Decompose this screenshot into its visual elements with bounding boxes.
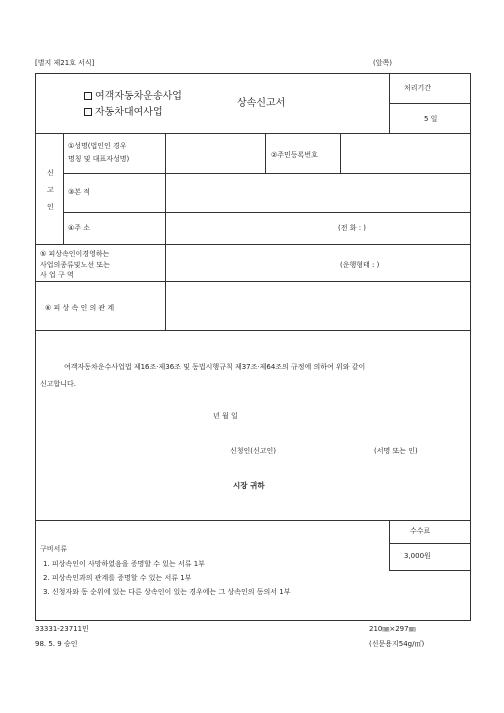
frame-right — [470, 73, 471, 621]
operation-type-label: (운행형태 : ) — [340, 261, 380, 269]
processing-value: 5 일 — [424, 115, 438, 123]
business-option-1[interactable]: 여객자동차운송사업 — [84, 92, 182, 102]
processing-label: 처리기간 — [404, 84, 432, 92]
paper-size: 210㎜×297㎜ — [369, 625, 416, 633]
business-field[interactable] — [166, 245, 469, 280]
relation-label: ⑥ 피 상 속 인 의 관 계 — [45, 304, 115, 312]
reporter-char-3: 인 — [47, 203, 54, 211]
name-field[interactable] — [166, 134, 264, 172]
fee-label: 수수료 — [410, 527, 431, 535]
address-field[interactable] — [166, 213, 469, 243]
documents-heading: 구비서류 — [40, 545, 68, 553]
checkbox-icon[interactable] — [84, 92, 92, 100]
name-value-divider — [265, 133, 266, 173]
fee-mid-line — [389, 543, 471, 544]
document-item: 2. 피상속인과의 관계를 증명할 수 있는 서류 1부 — [43, 574, 192, 582]
frame-top — [35, 73, 471, 74]
address-label: ④주 소 — [68, 224, 91, 232]
document-item: 3. 신청자와 동 순위에 있는 다른 상속인이 있는 경우에는 그 상속인의 동의서 1부 — [43, 588, 291, 596]
checkbox-icon[interactable] — [84, 108, 92, 116]
signature-label: (서명 또는 인) — [374, 447, 418, 455]
row-line-6 — [35, 520, 471, 521]
side-label: (앞쪽) — [373, 59, 392, 67]
domicile-field[interactable] — [166, 174, 469, 212]
date-line: 년 월 일 — [213, 412, 238, 420]
name-label-line2: 명칭 및 대표자성명) — [68, 155, 130, 163]
frame-left — [35, 73, 36, 621]
paper-type: (신문용지54g/㎡) — [369, 640, 425, 648]
resident-number-label: ②주민등록번호 — [271, 151, 318, 159]
fee-bottom-line — [389, 570, 471, 571]
frame-bottom — [35, 620, 471, 621]
declaration-text-cont: 신고합니다. — [40, 380, 77, 388]
document-item: 1. 피상속인이 사망하였음을 증명할 수 있는 서류 1부 — [43, 560, 205, 568]
fee-value: 3,000원 — [404, 552, 431, 560]
reporter-char-1: 신 — [47, 169, 54, 177]
name-label-line1: ①성명(법인인 경우 — [68, 142, 127, 150]
business-option-2[interactable]: 자동차대여사업 — [84, 108, 163, 118]
business-label-line1: ⑤ 피상속인이경영하는 — [40, 250, 110, 258]
domicile-label: ③본 적 — [68, 188, 91, 196]
row-line-5 — [35, 330, 471, 331]
reporter-char-2: 고 — [47, 186, 54, 194]
processing-mid-line — [389, 103, 471, 104]
document-title: 상속신고서 — [237, 98, 286, 109]
phone-label: (전 화 : ) — [338, 224, 367, 232]
declaration-text: 여객자동차운수사업법 제16조·제36조 및 동법시행규칙 제37조·제64조의 규정에 의하여 위와 같이 — [64, 363, 366, 371]
relation-field[interactable] — [166, 282, 469, 329]
form-code: 33331-23711민 — [35, 625, 89, 633]
applicant-label: 신청인(신고인) — [230, 447, 277, 455]
reporter-label-divider — [63, 133, 64, 244]
business-label-line2: 사업의종류및노선 또는 — [40, 261, 110, 269]
approval-date: 98. 5. 9 승인 — [35, 640, 78, 648]
addressee: 시장 귀하 — [233, 481, 265, 490]
business-label-line3: 사 업 구 역 — [40, 271, 74, 279]
resident-number-field[interactable] — [341, 134, 469, 172]
fee-divider — [389, 520, 390, 570]
form-number: [별지 제21호 서식] — [35, 59, 95, 67]
